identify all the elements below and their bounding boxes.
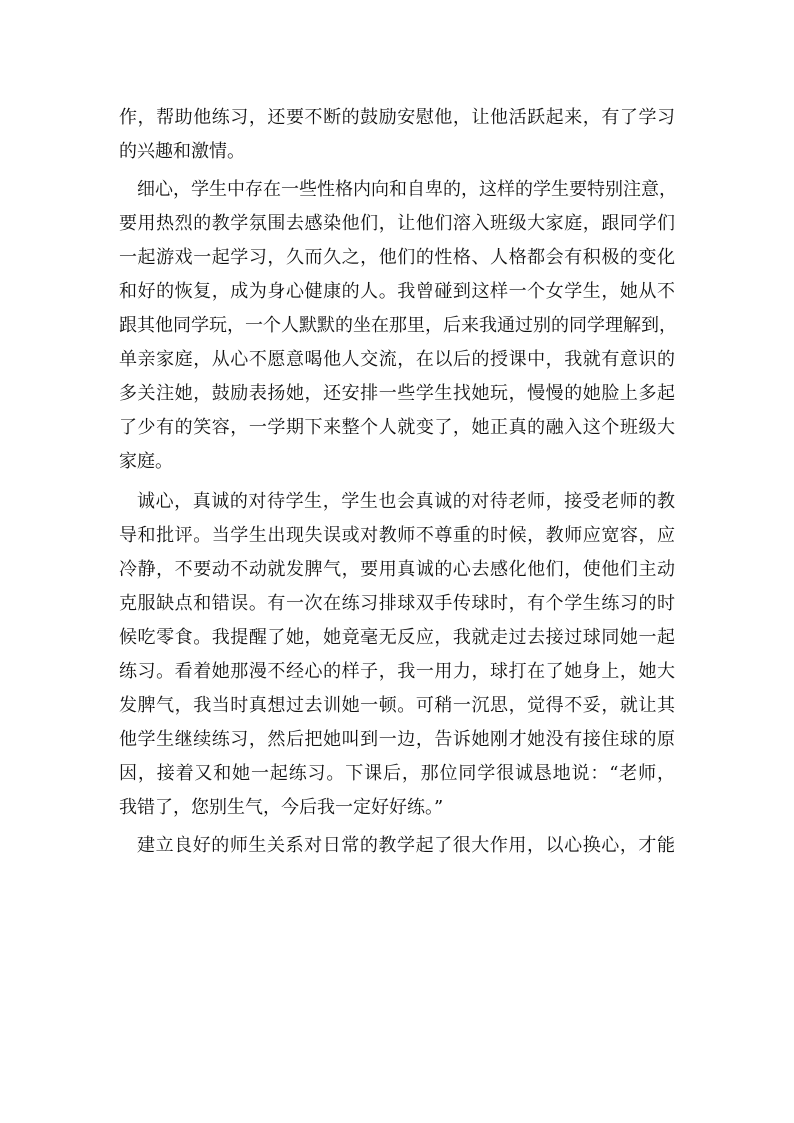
text-line: 练习。看着她那漫不经心的样子，我一用力，球打在了她身上，她大 xyxy=(119,661,675,682)
text-line: 诚心，真诚的对待学生，学生也会真诚的对待老师，接受老师的教 xyxy=(137,491,675,512)
text-line: 要用热烈的教学氛围去感染他们，让他们溶入班级大家庭，跟同学们 xyxy=(119,213,675,234)
body-text xyxy=(119,101,675,867)
text-line: 他学生继续练习，然后把她叫到一边，告诉她刚才她没有接住球的原 xyxy=(119,729,675,750)
text-line: 和好的恢复，成为身心健康的人。我曾碰到这样一个女学生，她从不 xyxy=(119,281,675,302)
text-line: 多关注她，鼓励表扬她，还安排一些学生找她玩，慢慢的她脸上多起 xyxy=(119,383,675,404)
text-line: 我错了，您别生气，今后我一定好好练。” xyxy=(119,797,444,818)
text-line: 克服缺点和错误。有一次在练习排球双手传球时，有个学生练习的时 xyxy=(119,593,675,614)
text-line: 一起游戏一起学习，久而久之，他们的性格、人格都会有积极的变化 xyxy=(119,247,675,268)
paragraph-1 xyxy=(119,101,675,169)
text-line: 候吃零食。我提醒了她，她竟毫无反应，我就走过去接过球同她一起 xyxy=(119,627,675,648)
paragraph-4 xyxy=(119,829,675,863)
text-line: 作，帮助他练习，还要不断的鼓励安慰他，让他活跃起来，有了学习 xyxy=(119,107,675,128)
text-line: 导和批评。当学生出现失误或对教师不尊重的时候，教师应宽容，应 xyxy=(119,525,675,546)
text-line: 家庭。 xyxy=(119,451,173,472)
text-line: 了少有的笑容，一学期下来整个人就变了，她正真的融入这个班级大 xyxy=(119,417,675,438)
text-line: 因，接着又和她一起练习。下课后，那位同学很诚恳地说：“老师， xyxy=(119,763,675,784)
paragraph-3 xyxy=(119,485,675,825)
text-line: 建立良好的师生关系对日常的教学起了很大作用，以心换心，才能 xyxy=(137,835,675,856)
text-line: 发脾气，我当时真想过去训她一顿。可稍一沉思，觉得不妥，就让其 xyxy=(119,695,675,716)
text-line: 细心，学生中存在一些性格内向和自卑的，这样的学生要特别注意， xyxy=(137,179,677,200)
text-line: 的兴趣和激情。 xyxy=(119,141,245,162)
text-line: 跟其他同学玩，一个人默默的坐在那里，后来我通过别的同学理解到， xyxy=(119,315,677,336)
text-line: 冷静，不要动不动就发脾气，要用真诚的心去感化他们，使他们主动 xyxy=(119,559,675,580)
paragraph-2 xyxy=(119,173,675,479)
text-line: 单亲家庭，从心不愿意喝他人交流，在以后的授课中，我就有意识的 xyxy=(119,349,675,370)
